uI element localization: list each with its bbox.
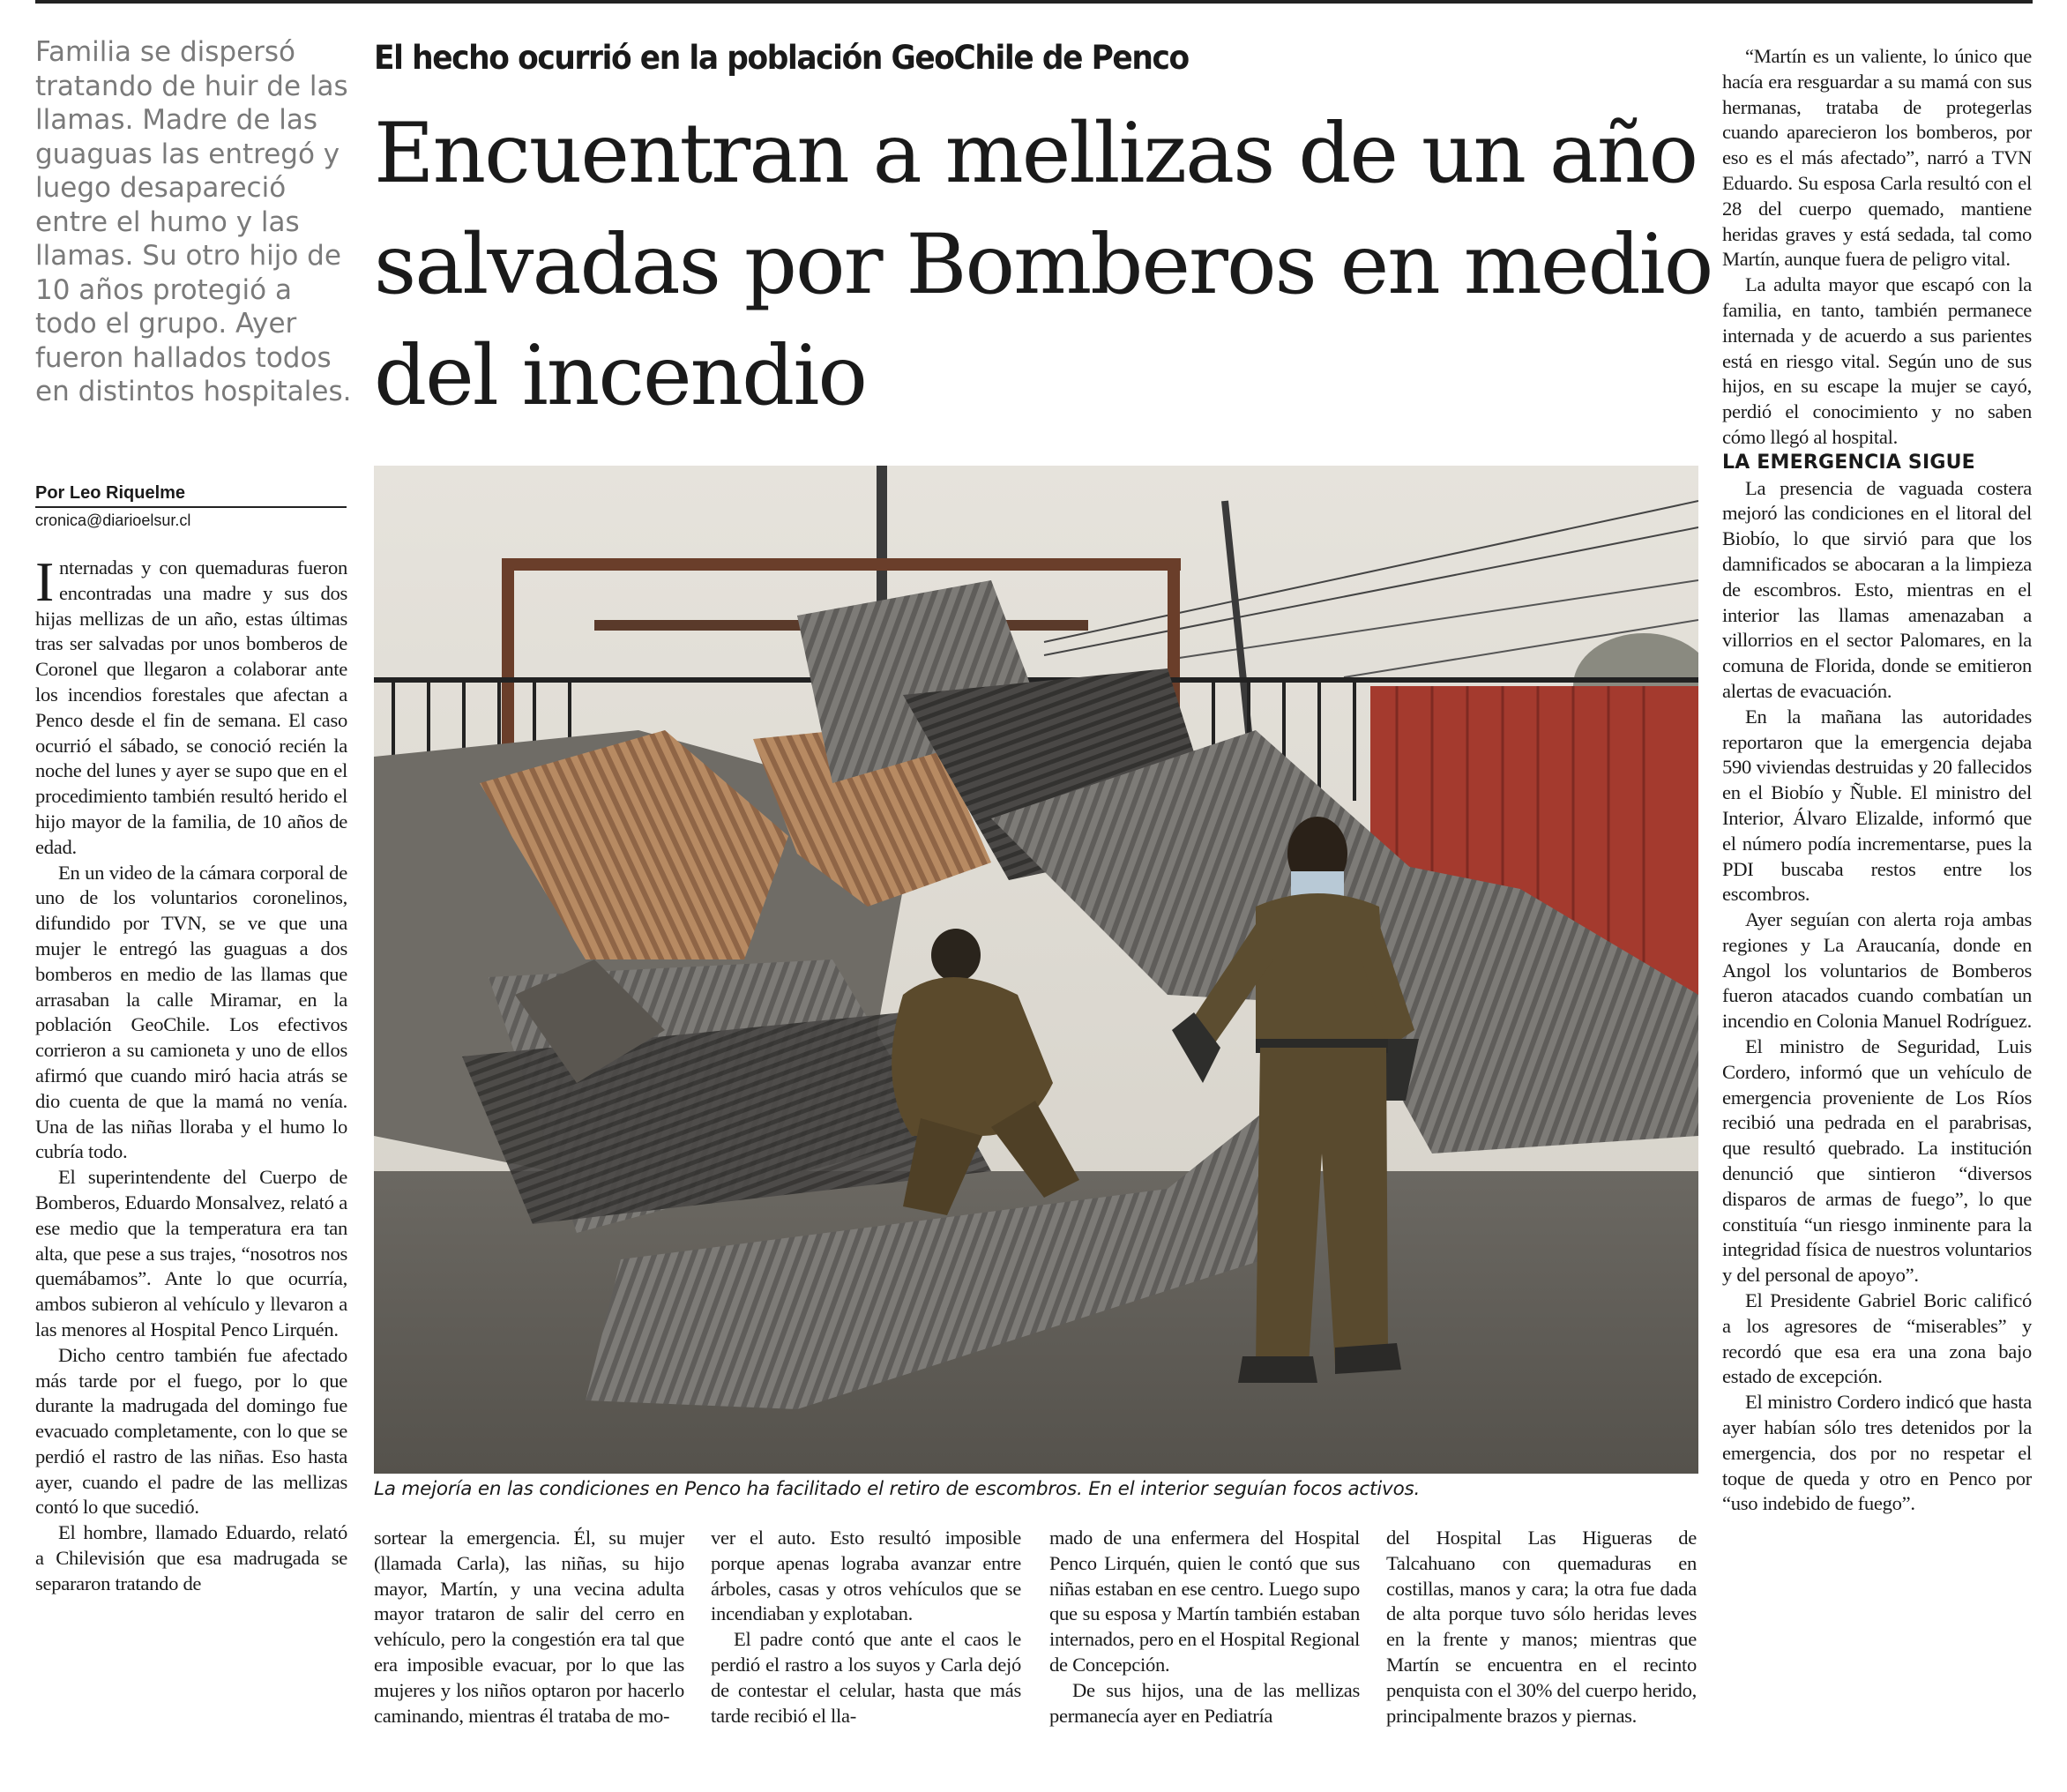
body-paragraph: La adulta mayor que escapó con la familia, en tanto, también permanece internada y de acuerdo a sus parientes está en riesgo vital. Según uno de sus hijos, en su escape la mujer se cayó, perdió el conocimiento y no saben cómo llegó al hospital. [1722, 273, 2032, 448]
dropcap: I [35, 550, 55, 613]
body-column-bottom-1 [374, 1526, 684, 1729]
news-photo [374, 466, 1698, 1474]
body-paragraph: El ministro de Seguridad, Luis Cordero, informó que un vehículo de emergencia proveniente de Los Ríos recibió una pedrada en el parabrisas, que resultó quebrado. La institución denunció que sintieron “diversos disparos de armas de fuego”, lo que constituía “un riesgo inminente para la integridad física de nuestros voluntarios y del personal de apoyo”. [1722, 1035, 2032, 1287]
photo-caption: La mejoría en las condiciones en Penco ha facilitado el retiro de escombros. En el interior seguían focos activos. [374, 1478, 1421, 1500]
body-paragraph: ver el auto. Esto resultó imposible porque apenas lograba avanzar entre árboles, casas y otros vehículos que se incendiaban y explotaban. [711, 1527, 1021, 1625]
body-paragraph: De sus hijos, una de las mellizas permanecía ayer en Pediatría [1049, 1678, 1360, 1727]
article-summary: Familia se dispersó tratando de huir de las llamas. Madre de las guaguas las entregó y luego desapareció entre el humo y las llamas. Su otro hijo de 10 años protegió a todo el grupo. Ayer fueron hallados todos en distintos hospitales. [35, 36, 352, 407]
byline-email: cronica@diarioelsur.cl [35, 511, 191, 529]
top-rule [35, 0, 2033, 4]
body-paragraph: mado de una enfermera del Hospital Penco Lirquén, quien le contó que sus niñas estaban en ese centro. Luego supo que su esposa y Martín también estaban internados, pero en el Hospital Regional de Concepción. [1049, 1527, 1360, 1676]
byline-author: Por Leo Riquelme [35, 483, 186, 503]
body-paragraph: Internadas y con quemaduras fueron encontradas una madre y sus dos hijas mellizas de un año, estas últimas tras ser salvadas por unos bomberos de Coronel que llegaron a colaborar ante los incendios forestales que afectan a Penco desde el fin de semana. El caso ocurrió el sábado, se conoció recién la noche del lunes y ayer se supo que en el procedimiento también resultó herido el hijo mayor de la familia, de 10 años de edad. [35, 550, 347, 858]
body-paragraph: Dicho centro también fue afectado más tarde por el fuego, por lo que durante la madrugada del domingo fue evacuado completamente, con lo que se perdió el rastro de las niñas. Eso hasta ayer, cuando el padre de las mellizas contó lo que sucedió. [35, 1343, 347, 1519]
kicker: El hecho ocurrió en la población GeoChile de Penco [374, 39, 1189, 77]
body-paragraph: Ayer seguían con alerta roja ambas regiones y La Araucanía, donde en Angol los voluntarios de Bomberos fueron atacados cuando combatían un incendio en Colonia Manuel Rodríguez. [1722, 908, 2032, 1033]
body-paragraph: El padre contó que ante el caos le perdió el rastro a los suyos y Carla dejó de contestar el celular, hasta que más tarde recibió el lla- [711, 1628, 1021, 1727]
body-column-right [1722, 44, 2032, 1517]
body-column-bottom-4 [1386, 1526, 1697, 1729]
body-paragraph: En la mañana las autoridades reportaron que la emergencia dejaba 590 viviendas destruidas y 20 fallecidos en el Biobío y Ñuble. El ministro del Interior, Álvaro Elizalde, informó que el número podía incrementarse, pues la PDI buscaba restos entre los escombros. [1722, 705, 2032, 906]
body-paragraph: sortear la emergencia. Él, su mujer (llamada Carla), las niñas, su hijo mayor, Martín, y una vecina adulta mayor trataron de salir del cerro en vehículo, pero la congestión era tal que era imposible evacuar, por lo que las mujeres y los niños optaron por hacerlo caminando, mientras él trataba de mo- [374, 1527, 684, 1727]
body-column-bottom-3 [1049, 1526, 1360, 1729]
byline [35, 483, 347, 508]
body-paragraph: El ministro Cordero indicó que hasta ayer habían sólo tres detenidos por la emergencia, dos por no respetar el toque de queda y otro en Penco por “uso indebido de fuego”. [1722, 1391, 2032, 1515]
section-subhead: LA EMERGENCIA SIGUE [1722, 451, 1975, 474]
body-paragraph: El hombre, llamado Eduardo, relató a Chilevisión que esa madrugada se separaron tratando de [35, 1521, 347, 1594]
body-paragraph: “Martín es un valiente, lo único que hacía era resguardar a su mamá con sus hermanas, trataba de protegerlas cuando aparecieron los bomberos, por eso es el más afectado”, narró a TVN Eduardo. Su esposa Carla resultó con el 28 del cuerpo quemado, mantiene heridas graves y está sedada, tal como Martín, aunque fuera de peligro vital. [1722, 45, 2032, 271]
summary-block [35, 35, 353, 409]
body-column-bottom-2 [711, 1526, 1021, 1729]
body-paragraph: La presencia de vaguada costera mejoró las condiciones en el litoral del Biobío, lo que sirvió para que los damnificados se abocaran a la limpieza de escombros. Esto, mientras en el interior las llamas amenazaban a villorrios en el sector Palomares, en la comuna de Florida, donde se emitieron alertas de evacuación. [1722, 476, 2032, 702]
body-paragraph: En un video de la cámara corporal de uno de los voluntarios coronelinos, difundido por TVN, se ve que una mujer le entregó las guaguas a dos bomberos en medio de las llamas que arrasaban la calle Miramar, en la población GeoChile. Los efectivos corrieron a su camioneta y uno de ellos afirmó que cuando miró hacia atrás se dio cuenta de que la mamá no venía. Una de las niñas lloraba y el humo lo cubría todo. [35, 861, 347, 1163]
headline: Encuentran a mellizas de un año salvadas por Bomberos en medio del incendio [374, 106, 1713, 424]
body-paragraph: El superintendente del Cuerpo de Bomberos, Eduardo Monsalvez, relató a ese medio que la temperatura era tan alta, que pese a sus trajes, “nosotros nos quemábamos”. Ante lo que ocurría, ambos subieron al vehículo y llevaron a las menores al Hospital Penco Lirquén. [35, 1166, 347, 1340]
body-paragraph: del Hospital Las Higueras de Talcahuano con quemaduras en costillas, manos y cara; la otra fue dada de alta porque tuvo sólo heridas leves en la frente y manos; mientras que Martín se encuentra en el recinto penquista con el 30% del cuerpo herido, principalmente brazos y piernas. [1386, 1527, 1697, 1727]
body-paragraph: El Presidente Gabriel Boric calificó a los agresores de “miserables” y recordó que esa era una zona bajo estado de excepción. [1722, 1289, 2032, 1388]
body-column-left [35, 550, 347, 1597]
